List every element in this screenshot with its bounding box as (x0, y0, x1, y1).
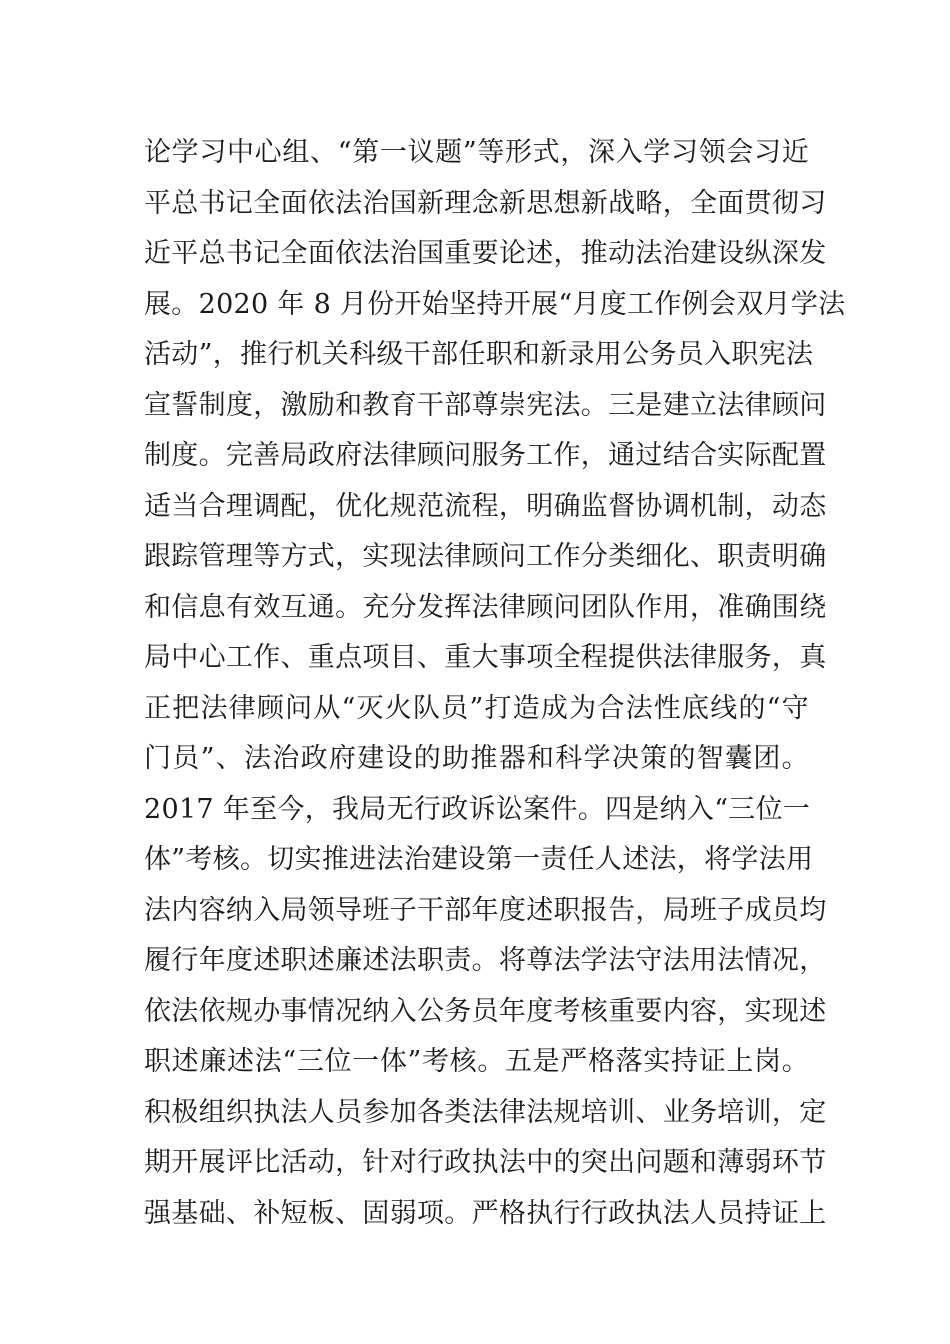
text-line-10: 和信息有效互通。充分发挥法律顾问团队作用，准确围绕 (144, 591, 827, 623)
text-line-12: 正把法律顾问从“灭火队员”打造成为合法性底线的“守 (144, 692, 809, 724)
text-line-21: 期开展评比活动，针对行政执法中的突出问题和薄弱环节 (144, 1147, 827, 1178)
text-line-11: 局中心工作、重点项目、重大事项全程提供法律服务，真 (144, 642, 827, 673)
text-line-7: 制度。完善局政府法律顾问服务工作，通过结合实际配置 (144, 440, 827, 471)
text-line-8: 适当合理调配，优化规范流程，明确监督协调机制，动态 (144, 490, 827, 522)
text-line-17: 履行年度述职述廉述法职责。将尊法学法守法用法情况， (144, 945, 827, 976)
text-line-2: 平总书记全面依法治国新理念新思想新战略，全面贯彻习 (144, 187, 827, 219)
text-line-22: 强基础、补短板、固弱项。严格执行行政执法人员持证上 (144, 1197, 827, 1229)
text-line-15: 体”考核。切实推进法治建设第一责任人述法，将学法用 (144, 844, 814, 875)
text-line-20: 积极组织执法人员参加各类法律法规培训、业务培训，定 (144, 1096, 827, 1128)
text-line-3: 近平总书记全面依法治国重要论述，推动法治建设纵深发 (144, 238, 827, 269)
text-line-16: 法内容纳入局领导班子干部年度述职报告，局班子成员均 (144, 894, 827, 926)
text-line-6: 宣誓制度，激励和教育干部尊崇宪法。三是建立法律顾问 (144, 389, 827, 421)
text-line-4: 展。2020 年 8 月份开始坚持开展“月度工作例会双月学法 (144, 288, 846, 320)
body-text (144, 128, 846, 1239)
text-line-18: 依法依规办事情况纳入公务员年度考核重要内容，实现述 (144, 995, 827, 1027)
text-line-14: 2017 年至今，我局无行政诉讼案件。四是纳入“三位一 (144, 793, 811, 825)
text-line-9: 跟踪管理等方式，实现法律顾问工作分类细化、职责明确 (144, 541, 827, 572)
text-line-19: 职述廉述法“三位一体”考核。五是严格落实持证上岗。 (144, 1046, 809, 1077)
text-line-5: 活动”，推行机关科级干部任职和新录用公务员入职宪法 (144, 339, 814, 370)
text-line-13: 门员”、法治政府建设的助推器和科学决策的智囊团。 (144, 743, 809, 774)
text-line-1: 论学习中心组、“第一议题”等形式，深入学习领会习近 (144, 137, 809, 168)
